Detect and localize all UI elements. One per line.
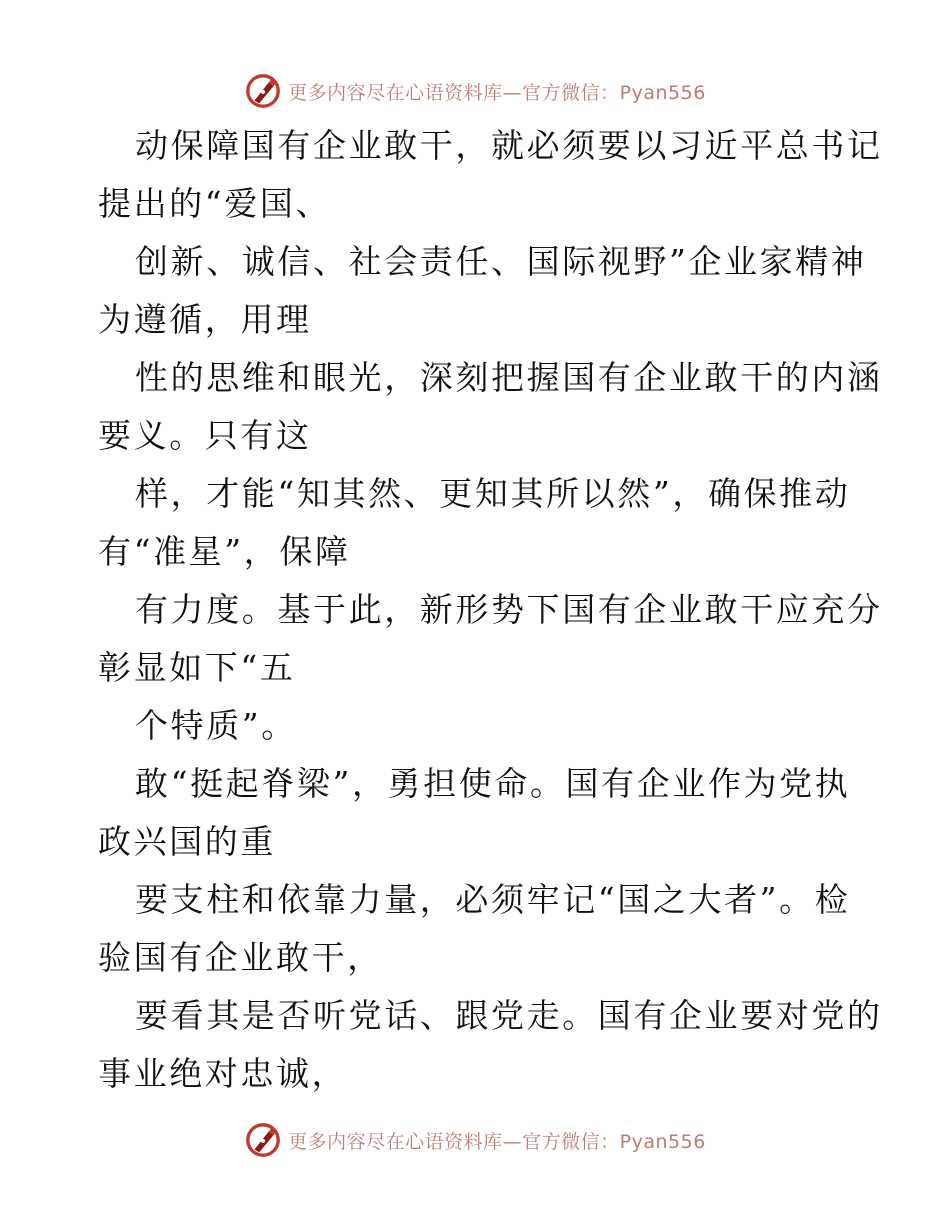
- footer-watermark: [0, 1118, 950, 1162]
- paragraph-line: 个特质”。: [135, 706, 297, 745]
- paragraph: [98, 871, 858, 987]
- paragraph: [98, 117, 883, 233]
- paragraph-line: 样，才能“知其然、更知其所以然”，确保推动: [135, 474, 851, 513]
- watermark-text: 更多内容尽在心语资料库—官方微信：Pyan556: [288, 81, 706, 104]
- paragraph-line: 要支柱和依靠力量，必须牢记“国之大者”。检: [135, 880, 851, 919]
- paragraph-line: 为遵循，用理: [98, 300, 312, 339]
- paragraph-line: 性的思维和眼光，深刻把握国有企业敢干的内涵: [135, 358, 883, 397]
- paragraph-line: 有“准星”，保障: [98, 532, 351, 571]
- paragraph: [98, 987, 883, 1103]
- paragraph-line: 敢“挺起脊梁”，勇担使命。国有企业作为党执: [135, 764, 851, 803]
- paragraph-line: 事业绝对忠诚，: [98, 1054, 348, 1093]
- paragraph: [98, 697, 858, 755]
- paragraph-line: 要义。只有这: [98, 416, 312, 455]
- paragraph: [98, 465, 858, 581]
- paragraph-line: 创新、诚信、社会责任、国际视野”企业家精神: [135, 242, 867, 281]
- pen-nib-circle-icon: [244, 1121, 282, 1159]
- paragraph-line: 有力度。基于此，新形势下国有企业敢干应充分: [135, 590, 883, 629]
- paragraph: [98, 581, 883, 697]
- paragraph-line: 政兴国的重: [98, 822, 276, 861]
- paragraph-line: 彰显如下“五: [98, 648, 296, 687]
- paragraph: [98, 233, 867, 349]
- paragraph-line: 动保障国有企业敢干，就必须要以习近平总书记: [135, 126, 883, 165]
- paragraph: [98, 349, 883, 465]
- paragraph-line: 验国有企业敢干，: [98, 938, 383, 977]
- watermark-text: 更多内容尽在心语资料库—官方微信：Pyan556: [288, 1130, 706, 1153]
- paragraph: [98, 755, 858, 871]
- paragraph-line: 要看其是否听党话、跟党走。国有企业要对党的: [135, 996, 883, 1035]
- header-watermark: [0, 69, 950, 113]
- paragraph-line: 提出的“爱国、: [98, 184, 332, 223]
- pen-nib-circle-icon: [244, 72, 282, 110]
- document-body: [98, 117, 883, 1103]
